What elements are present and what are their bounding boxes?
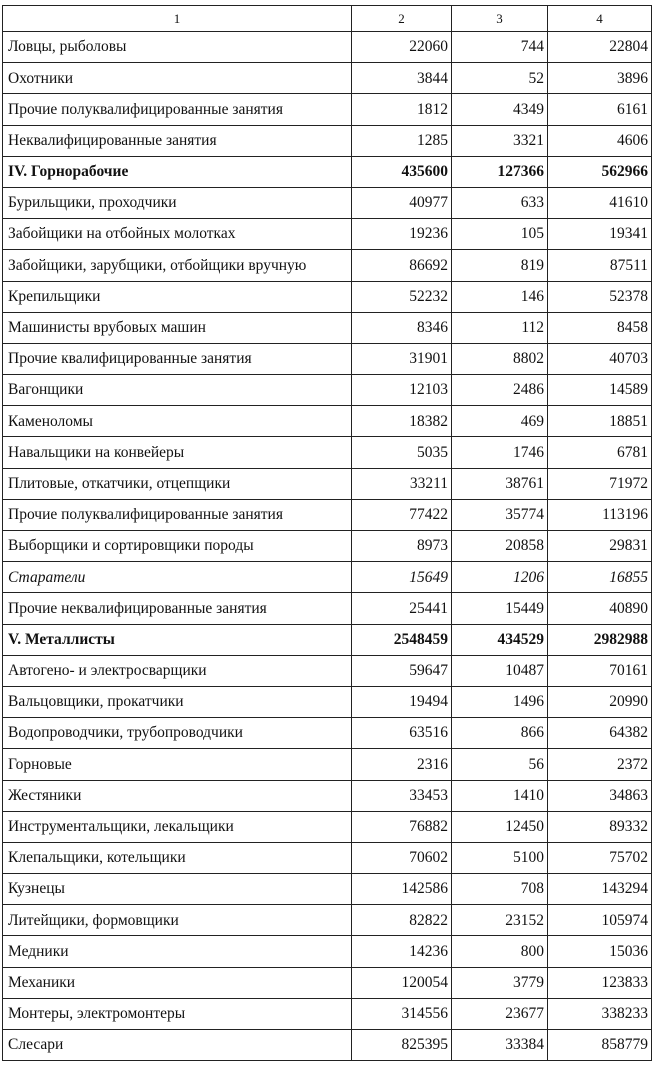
value-col-4-cell: 143294 xyxy=(548,874,652,905)
value-col-2-cell: 14236 xyxy=(352,936,452,967)
occupation-name-cell: Бурильщики, проходчики xyxy=(3,187,352,218)
occupation-name-cell: Машинисты врубовых машин xyxy=(3,312,352,343)
value-col-4-cell: 40890 xyxy=(548,593,652,624)
header-col-4: 4 xyxy=(548,6,652,32)
value-col-3-cell: 819 xyxy=(452,250,548,281)
occupation-name-cell: Каменоломы xyxy=(3,406,352,437)
occupation-name-cell: Выборщики и сортировщики породы xyxy=(3,531,352,562)
header-col-1: 1 xyxy=(3,6,352,32)
value-col-3-cell: 20858 xyxy=(452,531,548,562)
occupation-name-cell: Вагонщики xyxy=(3,375,352,406)
occupation-name-cell: IV. Горнорабочие xyxy=(3,156,352,187)
occupation-name-cell: Прочие полуквалифицированные занятия xyxy=(3,499,352,530)
table-row xyxy=(3,718,652,749)
table-row xyxy=(3,125,652,156)
occupation-name-cell: Прочие полуквалифицированные занятия xyxy=(3,94,352,125)
value-col-3-cell: 23152 xyxy=(452,905,548,936)
table-row xyxy=(3,905,652,936)
occupation-name-cell: Водопроводчики, трубопроводчики xyxy=(3,718,352,749)
value-col-4-cell: 75702 xyxy=(548,842,652,873)
table-row xyxy=(3,32,652,63)
value-col-2-cell: 70602 xyxy=(352,842,452,873)
value-col-3-cell: 23677 xyxy=(452,998,548,1029)
value-col-2-cell: 22060 xyxy=(352,32,452,63)
value-col-3-cell: 15449 xyxy=(452,593,548,624)
value-col-3-cell: 52 xyxy=(452,63,548,94)
table-row xyxy=(3,156,652,187)
value-col-3-cell: 800 xyxy=(452,936,548,967)
table-row xyxy=(3,375,652,406)
occupation-name-cell: Монтеры, электромонтеры xyxy=(3,998,352,1029)
table-row xyxy=(3,967,652,998)
table-row xyxy=(3,499,652,530)
table-row xyxy=(3,219,652,250)
value-col-4-cell: 52378 xyxy=(548,281,652,312)
value-col-3-cell: 4349 xyxy=(452,94,548,125)
table-row xyxy=(3,624,652,655)
value-col-2-cell: 3844 xyxy=(352,63,452,94)
header-col-2: 2 xyxy=(352,6,452,32)
value-col-3-cell: 5100 xyxy=(452,842,548,873)
value-col-2-cell: 63516 xyxy=(352,718,452,749)
table-row xyxy=(3,281,652,312)
value-col-2-cell: 33211 xyxy=(352,468,452,499)
value-col-2-cell: 15649 xyxy=(352,562,452,593)
value-col-4-cell: 8458 xyxy=(548,312,652,343)
value-col-2-cell: 2316 xyxy=(352,749,452,780)
occupation-name-cell: V. Металлисты xyxy=(3,624,352,655)
value-col-3-cell: 3321 xyxy=(452,125,548,156)
table-row xyxy=(3,1030,652,1061)
value-col-2-cell: 76882 xyxy=(352,811,452,842)
value-col-4-cell: 89332 xyxy=(548,811,652,842)
table-row xyxy=(3,437,652,468)
value-col-2-cell: 435600 xyxy=(352,156,452,187)
value-col-4-cell: 71972 xyxy=(548,468,652,499)
value-col-2-cell: 1285 xyxy=(352,125,452,156)
value-col-4-cell: 34863 xyxy=(548,780,652,811)
value-col-3-cell: 105 xyxy=(452,219,548,250)
value-col-3-cell: 33384 xyxy=(452,1030,548,1061)
value-col-4-cell: 70161 xyxy=(548,655,652,686)
value-col-3-cell: 1410 xyxy=(452,780,548,811)
occupation-table xyxy=(2,5,652,1061)
value-col-3-cell: 3779 xyxy=(452,967,548,998)
occupation-name-cell: Плитовые, откатчики, отцепщики xyxy=(3,468,352,499)
value-col-3-cell: 127366 xyxy=(452,156,548,187)
value-col-3-cell: 1206 xyxy=(452,562,548,593)
value-col-3-cell: 38761 xyxy=(452,468,548,499)
value-col-3-cell: 35774 xyxy=(452,499,548,530)
value-col-2-cell: 314556 xyxy=(352,998,452,1029)
table-header xyxy=(3,6,652,32)
occupation-name-cell: Прочие неквалифицированные занятия xyxy=(3,593,352,624)
value-col-2-cell: 142586 xyxy=(352,874,452,905)
value-col-2-cell: 8346 xyxy=(352,312,452,343)
table-row xyxy=(3,749,652,780)
value-col-2-cell: 19494 xyxy=(352,686,452,717)
table-row xyxy=(3,250,652,281)
value-col-2-cell: 1812 xyxy=(352,94,452,125)
value-col-2-cell: 31901 xyxy=(352,343,452,374)
value-col-3-cell: 744 xyxy=(452,32,548,63)
occupation-name-cell: Забойщики на отбойных молотках xyxy=(3,219,352,250)
occupation-name-cell: Прочие квалифицированные занятия xyxy=(3,343,352,374)
table-row xyxy=(3,998,652,1029)
value-col-2-cell: 52232 xyxy=(352,281,452,312)
value-col-3-cell: 1496 xyxy=(452,686,548,717)
value-col-4-cell: 15036 xyxy=(548,936,652,967)
table-row xyxy=(3,187,652,218)
value-col-4-cell: 858779 xyxy=(548,1030,652,1061)
value-col-4-cell: 40703 xyxy=(548,343,652,374)
table-row xyxy=(3,94,652,125)
value-col-4-cell: 19341 xyxy=(548,219,652,250)
occupation-name-cell: Старатели xyxy=(3,562,352,593)
value-col-2-cell: 19236 xyxy=(352,219,452,250)
value-col-4-cell: 64382 xyxy=(548,718,652,749)
value-col-2-cell: 8973 xyxy=(352,531,452,562)
value-col-2-cell: 825395 xyxy=(352,1030,452,1061)
value-col-2-cell: 2548459 xyxy=(352,624,452,655)
value-col-3-cell: 708 xyxy=(452,874,548,905)
value-col-4-cell: 29831 xyxy=(548,531,652,562)
table-row xyxy=(3,842,652,873)
table-row xyxy=(3,780,652,811)
value-col-3-cell: 146 xyxy=(452,281,548,312)
table-row xyxy=(3,406,652,437)
value-col-2-cell: 82822 xyxy=(352,905,452,936)
occupation-name-cell: Неквалифицированные занятия xyxy=(3,125,352,156)
value-col-2-cell: 86692 xyxy=(352,250,452,281)
value-col-4-cell: 2982988 xyxy=(548,624,652,655)
value-col-4-cell: 87511 xyxy=(548,250,652,281)
value-col-3-cell: 56 xyxy=(452,749,548,780)
occupation-name-cell: Литейщики, формовщики xyxy=(3,905,352,936)
table-row xyxy=(3,874,652,905)
value-col-2-cell: 77422 xyxy=(352,499,452,530)
value-col-4-cell: 113196 xyxy=(548,499,652,530)
value-col-4-cell: 4606 xyxy=(548,125,652,156)
table-row xyxy=(3,562,652,593)
value-col-4-cell: 41610 xyxy=(548,187,652,218)
value-col-4-cell: 562966 xyxy=(548,156,652,187)
value-col-4-cell: 18851 xyxy=(548,406,652,437)
value-col-3-cell: 112 xyxy=(452,312,548,343)
value-col-2-cell: 18382 xyxy=(352,406,452,437)
value-col-3-cell: 12450 xyxy=(452,811,548,842)
value-col-2-cell: 12103 xyxy=(352,375,452,406)
occupation-name-cell: Крепильщики xyxy=(3,281,352,312)
value-col-2-cell: 120054 xyxy=(352,967,452,998)
table-row xyxy=(3,468,652,499)
value-col-3-cell: 469 xyxy=(452,406,548,437)
value-col-3-cell: 8802 xyxy=(452,343,548,374)
occupation-name-cell: Клепальщики, котельщики xyxy=(3,842,352,873)
value-col-2-cell: 33453 xyxy=(352,780,452,811)
table-body xyxy=(3,32,652,1061)
value-col-2-cell: 59647 xyxy=(352,655,452,686)
value-col-2-cell: 5035 xyxy=(352,437,452,468)
value-col-2-cell: 40977 xyxy=(352,187,452,218)
value-col-4-cell: 22804 xyxy=(548,32,652,63)
table-row xyxy=(3,63,652,94)
value-col-4-cell: 6781 xyxy=(548,437,652,468)
value-col-3-cell: 1746 xyxy=(452,437,548,468)
occupation-name-cell: Охотники xyxy=(3,63,352,94)
value-col-4-cell: 20990 xyxy=(548,686,652,717)
value-col-3-cell: 866 xyxy=(452,718,548,749)
occupation-name-cell: Навальщики на конвейеры xyxy=(3,437,352,468)
value-col-3-cell: 633 xyxy=(452,187,548,218)
value-col-4-cell: 338233 xyxy=(548,998,652,1029)
value-col-3-cell: 434529 xyxy=(452,624,548,655)
occupation-name-cell: Медники xyxy=(3,936,352,967)
table-row xyxy=(3,531,652,562)
table-row xyxy=(3,312,652,343)
occupation-name-cell: Жестяники xyxy=(3,780,352,811)
occupation-name-cell: Слесари xyxy=(3,1030,352,1061)
occupation-name-cell: Кузнецы xyxy=(3,874,352,905)
occupation-name-cell: Горновые xyxy=(3,749,352,780)
occupation-name-cell: Вальцовщики, прокатчики xyxy=(3,686,352,717)
value-col-4-cell: 6161 xyxy=(548,94,652,125)
table-row xyxy=(3,811,652,842)
value-col-3-cell: 2486 xyxy=(452,375,548,406)
value-col-2-cell: 25441 xyxy=(352,593,452,624)
occupation-name-cell: Забойщики, зарубщики, отбойщики вручную xyxy=(3,250,352,281)
value-col-4-cell: 16855 xyxy=(548,562,652,593)
occupation-name-cell: Ловцы, рыболовы xyxy=(3,32,352,63)
table-row xyxy=(3,936,652,967)
occupation-name-cell: Автогено- и электросварщики xyxy=(3,655,352,686)
occupation-name-cell: Механики xyxy=(3,967,352,998)
occupation-name-cell: Инструментальщики, лекальщики xyxy=(3,811,352,842)
table-row xyxy=(3,655,652,686)
header-row xyxy=(3,6,652,32)
header-col-3: 3 xyxy=(452,6,548,32)
value-col-4-cell: 105974 xyxy=(548,905,652,936)
table-row xyxy=(3,593,652,624)
table-row xyxy=(3,343,652,374)
value-col-4-cell: 14589 xyxy=(548,375,652,406)
value-col-4-cell: 2372 xyxy=(548,749,652,780)
value-col-4-cell: 3896 xyxy=(548,63,652,94)
value-col-3-cell: 10487 xyxy=(452,655,548,686)
table-row xyxy=(3,686,652,717)
value-col-4-cell: 123833 xyxy=(548,967,652,998)
